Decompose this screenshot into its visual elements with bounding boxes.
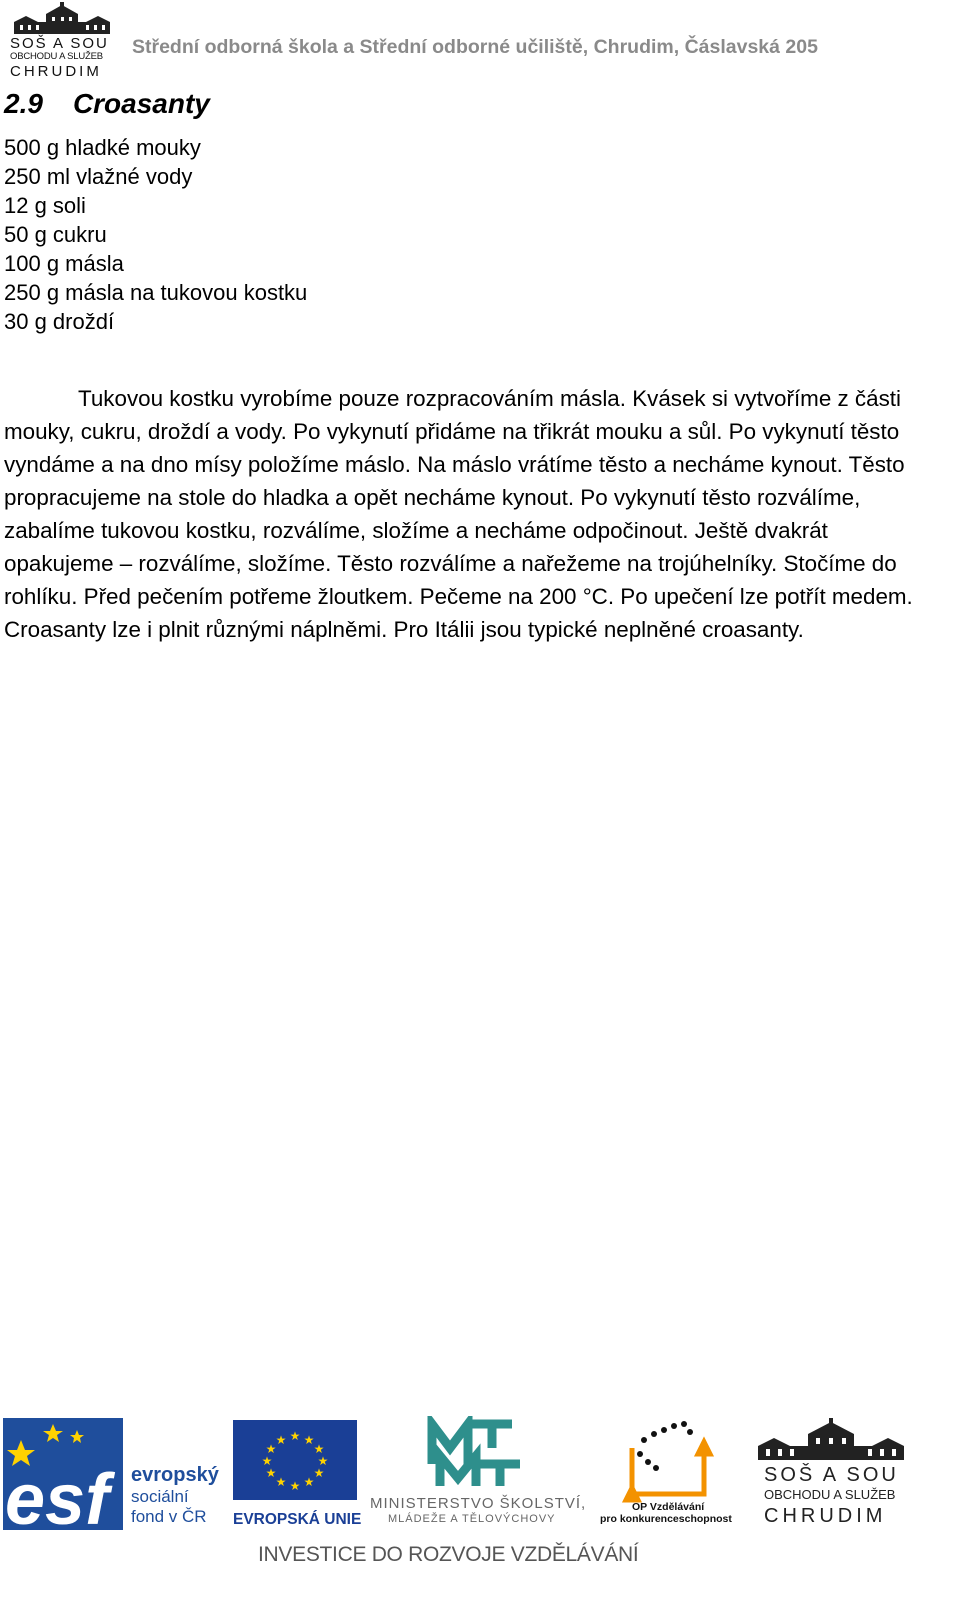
svg-text:★: ★ (303, 1475, 315, 1489)
svg-text:★: ★ (317, 1454, 329, 1468)
msmt-logo (370, 1416, 592, 1528)
section-number: 2.9 (4, 88, 43, 119)
section-heading (4, 88, 210, 120)
school-name: Střední odborná škola a Střední odborné učiliště, Chrudim, Čáslavská 205 (132, 36, 818, 58)
svg-text:EVROPSKÁ UNIE: EVROPSKÁ UNIE (233, 1511, 361, 1528)
footer-logos (0, 1416, 960, 1614)
svg-text:OP Vzdělávání: OP Vzdělávání (632, 1501, 705, 1513)
ingredient-item: 500 g hladké mouky (4, 135, 201, 160)
esf-logo (3, 1418, 225, 1530)
svg-text:fond v ČR: fond v ČR (131, 1507, 207, 1526)
svg-text:OBCHODU A SLUŽEB: OBCHODU A SLUŽEB (764, 1487, 896, 1502)
ingredient-item: 12 g soli (4, 193, 86, 218)
svg-text:★: ★ (261, 1454, 273, 1468)
svg-text:evropský: evropský (131, 1464, 219, 1486)
op-logo (600, 1418, 742, 1528)
svg-text:MINISTERSTVO ŠKOLSTVÍ,: MINISTERSTVO ŠKOLSTVÍ, (370, 1495, 587, 1512)
svg-text:★: ★ (313, 1442, 325, 1456)
section-title: Croasanty (72, 88, 210, 119)
ingredient-item: 100 g másla (4, 251, 124, 276)
svg-text:★: ★ (275, 1475, 287, 1489)
svg-text:CHRUDIM: CHRUDIM (764, 1505, 887, 1527)
school-logo-footer (752, 1418, 910, 1530)
svg-text:pro konkurenceschopnost: pro konkurenceschopnost (600, 1513, 732, 1525)
ingredient-list (4, 133, 307, 336)
instructions-paragraph: Tukovou kostku vyrobíme pouze rozpracováním másla. Kvásek si vytvoříme z části mouky, cukru, droždí a vody. Po vykynutí přidáme na třikrát mouku a sůl. Po vykynutí těsto vyndáme a na dno mísy položíme máslo. Na máslo vrátíme těsto a necháme kynout. Těsto propracujeme na stole do hladka a opět necháme kynout. Po vykynutí těsto rozválíme, zabalíme tukovou kostku, rozválíme, složíme a necháme odpočinout. Ještě dvakrát opakujeme – rozválíme, složíme. Těsto rozválíme a nařežeme na trojúhelníky. Stočíme do rohlíku. Před pečením potřeme žloutkem. Pečeme na 200 °C. Po upečení lze potřít medem. Croasanty lze i plnit různými náplněmi. Pro Itálii jsou typické neplněné croasanty. (4, 386, 913, 642)
svg-text:esf: esf (5, 1460, 110, 1530)
ingredient-item: 250 g másla na tukovou kostku (4, 280, 308, 305)
svg-text:SOŠ A SOU: SOŠ A SOU (764, 1464, 899, 1486)
eu-logo (233, 1420, 361, 1528)
logo-line-1: SOŠ A SOU (10, 35, 109, 52)
svg-text:MLÁDEŽE A TĚLOVÝCHOVY: MLÁDEŽE A TĚLOVÝCHOVY (388, 1513, 556, 1525)
castle-icon (6, 2, 118, 38)
school-logo (6, 2, 118, 80)
svg-text:★: ★ (265, 1466, 277, 1480)
investice-slogan: INVESTICE DO ROZVOJE VZDĚLÁVÁNÍ (258, 1543, 639, 1566)
svg-text:★: ★ (313, 1466, 325, 1480)
svg-text:sociální: sociální (131, 1487, 189, 1506)
svg-text:★: ★ (289, 1479, 301, 1493)
ingredient-item: 50 g cukru (4, 222, 107, 247)
ingredient-item: 30 g droždí (4, 309, 115, 334)
svg-text:★: ★ (275, 1433, 287, 1447)
svg-text:★: ★ (289, 1429, 301, 1443)
logo-line-3: CHRUDIM (10, 63, 102, 80)
svg-text:★: ★ (265, 1442, 277, 1456)
svg-text:★: ★ (303, 1433, 315, 1447)
ingredient-item: 250 ml vlažné vody (4, 164, 193, 189)
logo-line-2: OBCHODU A SLUŽEB (10, 51, 103, 62)
